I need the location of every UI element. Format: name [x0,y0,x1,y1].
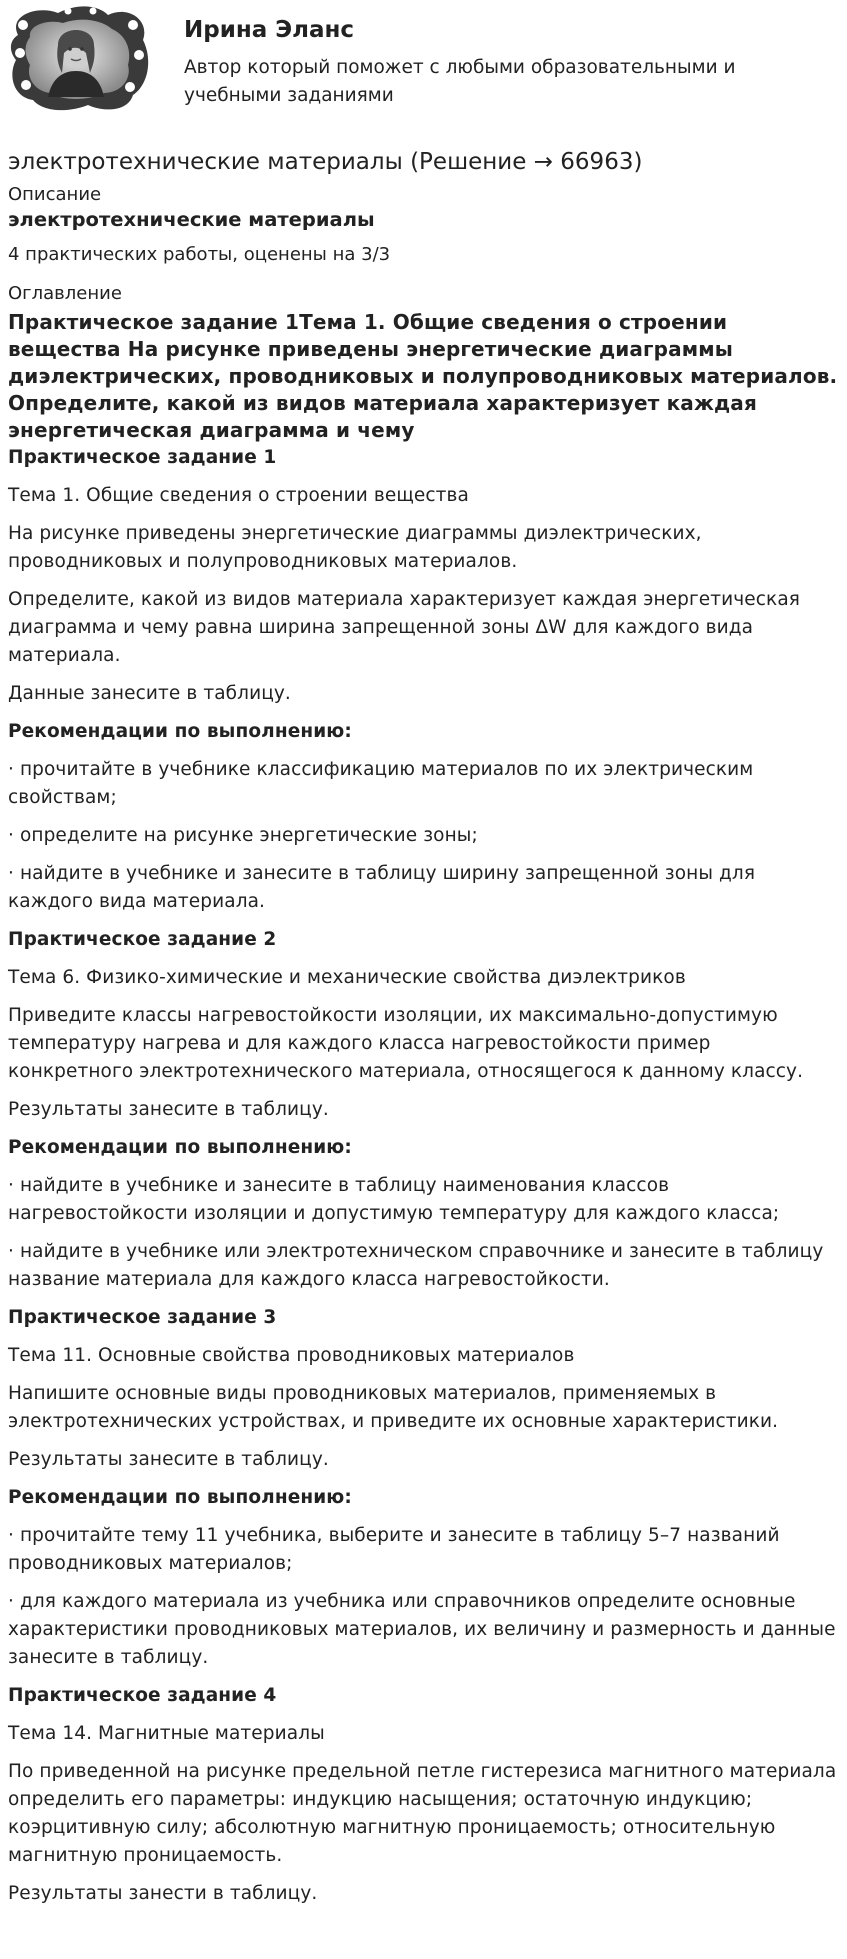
description-title: электротехнические материалы [8,208,375,231]
recommendations-heading: Рекомендации по выполнению: [8,1137,352,1158]
page-title: электротехнические материалы (Решение → 66963) [8,149,643,175]
task-topic: Тема 14. Магнитные материалы [8,1723,325,1744]
recommendation-item: · прочитайте в учебнике классификацию материалов по их электрическим свойствам; [8,759,754,808]
task-paragraph: Приведите классы нагревостойкости изоляции, их максимально-допустимую температуру нагрева и для каждого класса нагревостойкости пример конкретного электротехнического материала, относящегося к данному классу. [8,1005,804,1082]
task-paragraph: Напишите основные виды проводниковых материалов, применяемых в электротехнических устройствах, и приведите их основные характеристики. [8,1383,779,1432]
author-block [8,5,828,113]
task-paragraph: Результаты занесите в таблицу. [8,1449,329,1470]
task-paragraph: Результаты занесите в таблицу. [8,1099,329,1120]
recommendation-item: · прочитайте тему 11 учебника, выберите и занесите в таблицу 5–7 названий проводниковых материалов; [8,1525,780,1574]
task-paragraph: Данные занесите в таблицу. [8,683,291,704]
task-paragraph: На рисунке приведены энергетические диаграммы диэлектрических, проводниковых и полупроводниковых материалов. [8,523,702,572]
recommendations-heading: Рекомендации по выполнению: [8,721,352,742]
task-topic: Тема 11. Основные свойства проводниковых материалов [8,1345,575,1366]
description-label: Описание [8,184,102,205]
recommendation-item: · найдите в учебнике и занесите в таблицу ширину запрещенной зоны для каждого вида материала. [8,863,756,912]
recommendations-heading: Рекомендации по выполнению: [8,1487,352,1508]
task-heading: Практическое задание 3 [8,1307,277,1328]
recommendation-item: · найдите в учебнике или электротехническом справочнике и занесите в таблицу название материала для каждого класса нагревостойкости. [8,1241,824,1290]
task-paragraph: Результаты занести в таблицу. [8,1883,318,1904]
author-name[interactable]: Ирина Эланс [184,17,355,43]
task-paragraph: По приведенной на рисунке предельной петле гистерезиса магнитного материала определить его параметры: индукцию насыщения; остаточную индукцию; коэрцитивную силу; абсолютную магнитную проницаемость; относительную магнитную проницаемость. [8,1761,837,1866]
task-topic: Тема 1. Общие сведения о строении вещества [8,485,469,506]
task-heading: Практическое задание 4 [8,1685,277,1706]
task-body [8,444,838,1918]
toc-label: Оглавление [8,283,122,304]
description-summary: 4 практических работы, оценены на 3/3 [8,244,391,265]
author-description: Автор который поможет с любыми образовательными и учебными заданиями [184,57,736,106]
task-paragraph: Определите, какой из видов материала характеризует каждая энергетическая диаграмма и чему равна ширина запрещенной зоны ΔW для каждого вида материала. [8,589,800,666]
recommendation-item: · для каждого материала из учебника или справочников определите основные характеристики проводниковых материалов, их величину и размерность и данные занесите в таблицу. [8,1591,836,1668]
toc-title: Практическое задание 1Тема 1. Общие сведения о строении вещества На рисунке приведены энергетические диаграммы диэлектрических, проводниковых и полупроводниковых материалов. Определите, какой из видов материала характеризует каждая энергетическая диаграмма и чему [8,310,838,442]
task-heading: Практическое задание 1 [8,447,277,468]
author-avatar[interactable] [8,5,150,112]
recommendation-item: · определите на рисунке энергетические зоны; [8,825,478,846]
main-content [8,146,838,1918]
task-heading: Практическое задание 2 [8,929,277,950]
recommendation-item: · найдите в учебнике и занесите в таблицу наименования классов нагревостойкости изоляции и допустимую температуру для каждого класса; [8,1175,780,1224]
task-topic: Тема 6. Физико-химические и механические свойства диэлектриков [8,967,686,988]
